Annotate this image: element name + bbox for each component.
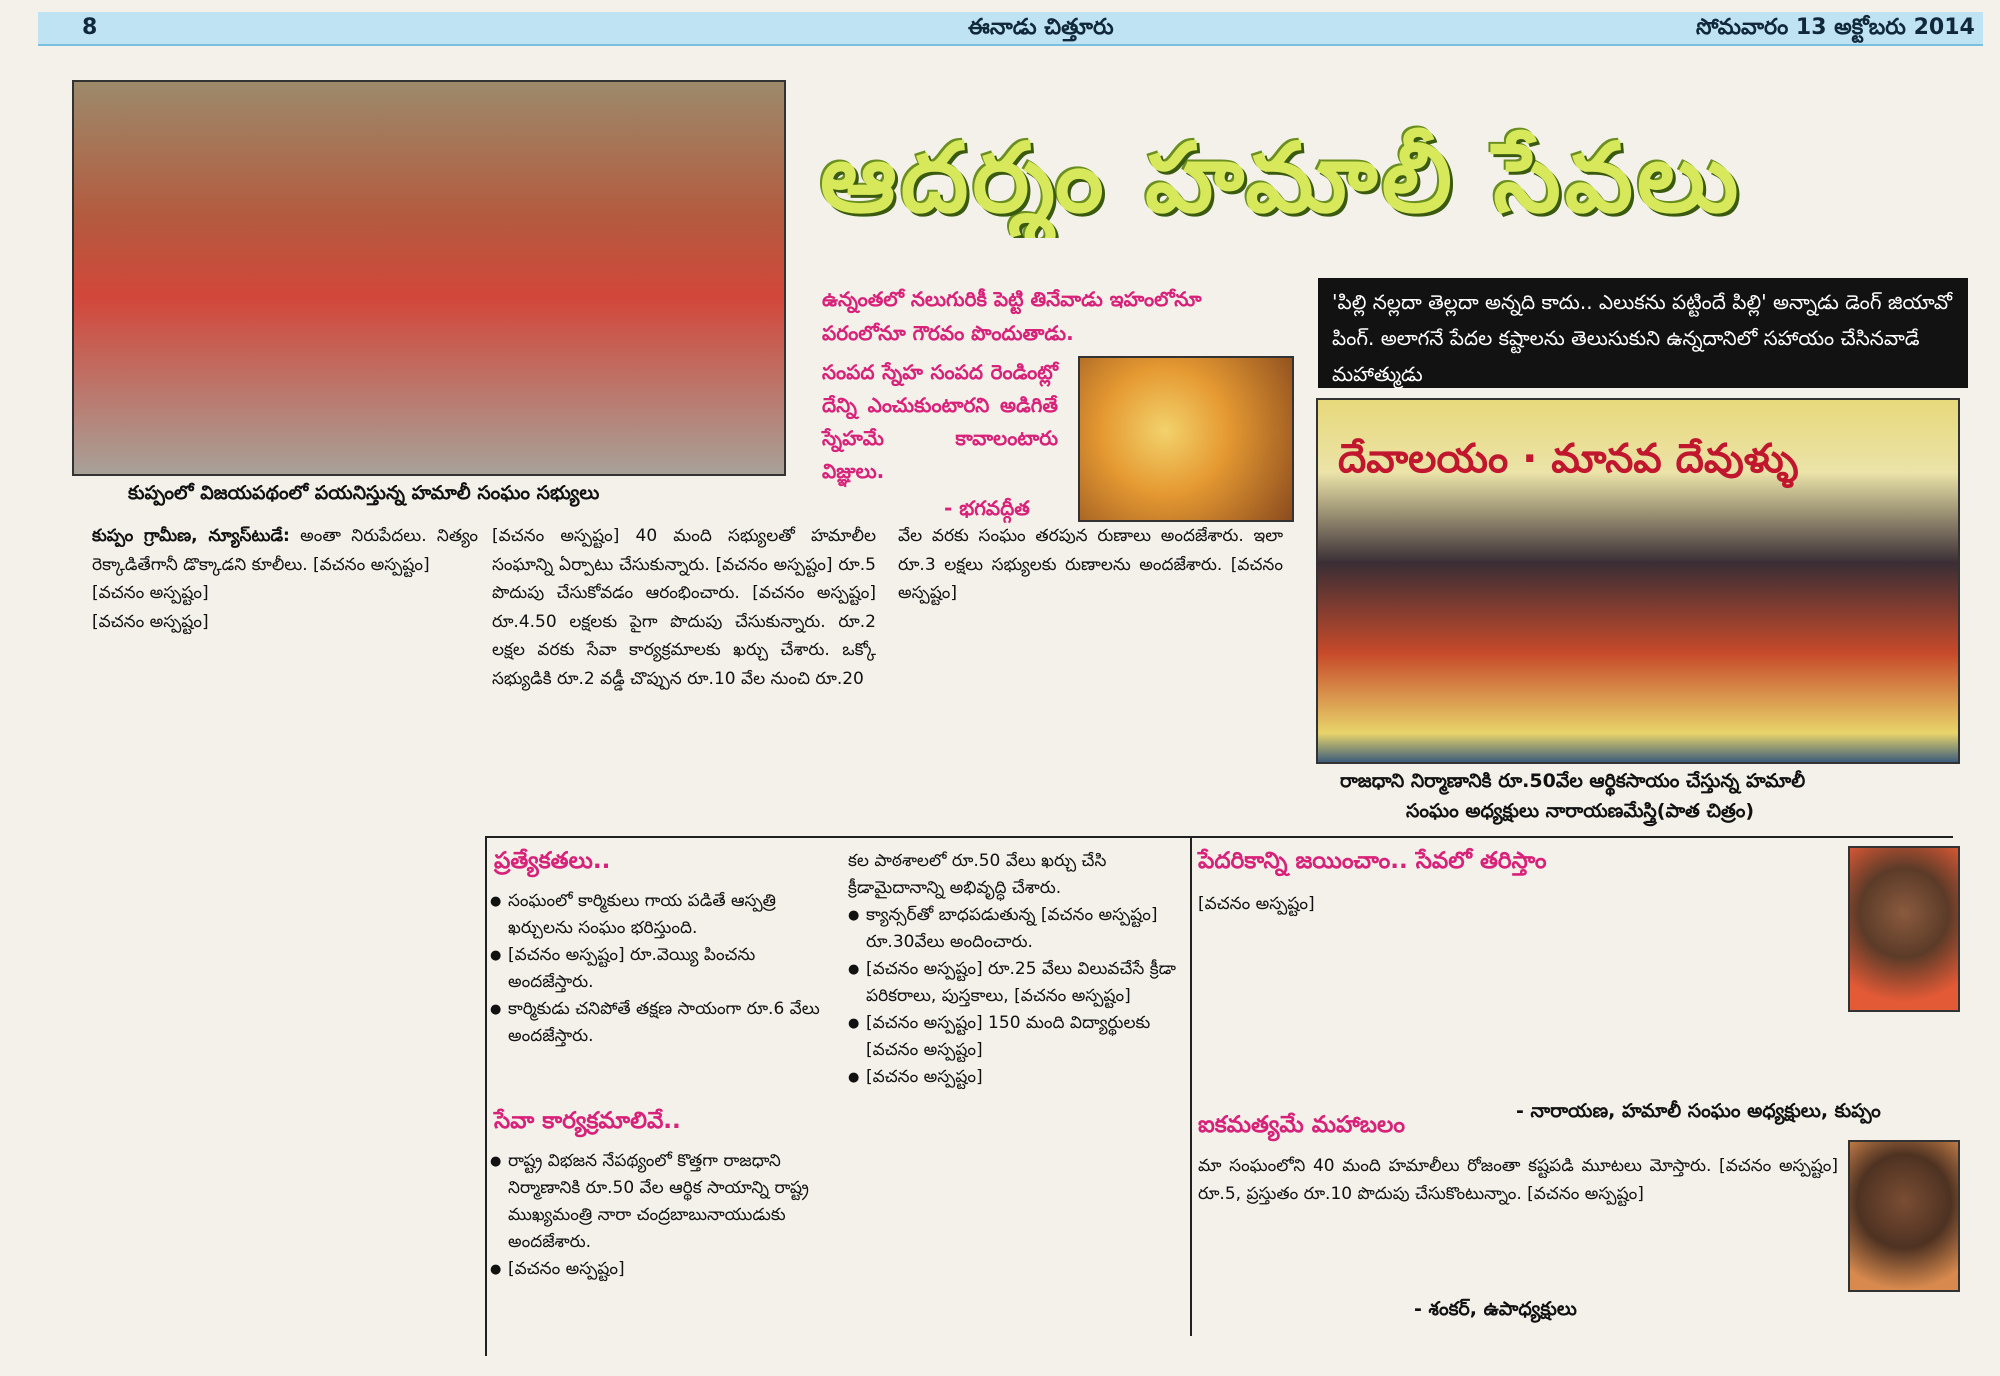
article-column-2 [492,522,876,822]
special-section-title: ప్రత్యేకతలు.. [494,848,611,874]
middle-item-4: ● [వచనం అస్పష్టం] [848,1064,1182,1091]
unity-section-body: మా సంఘంలోని 40 మంది హమాలీలు రోజంతా కష్టపడి మూటలు మోస్తారు. [వచనం అస్పష్టం] రూ.5, ప్రస్తుతం రూ.10 పొదుపు చేసుకొంటున్నాం. [వచనం అస్పష్టం] [1198,1156,1838,1204]
poverty-attribution: - నారాయణ, హమాలీ సంఘం అధ్యక్షులు, కుప్పం [1516,1100,1881,1122]
group-photo-caption: కుప్పంలో విజయపథంలో పయనిస్తున్న హమాలీ సంఘం సభ్యులు [128,482,600,504]
event-photo-caption-line2: సంఘం అధ్యక్షులు నారాయణమేస్త్రి(పాత చిత్రం) [1406,800,1755,822]
page-number: 8 [82,15,98,40]
poverty-section-body: [వచనం అస్పష్టం] [1198,894,1315,914]
masthead-bar [38,12,1983,46]
article-column-3 [898,522,1283,822]
main-headline: ఆదర్శం హమాలీ సేవలు [820,122,1743,234]
special-item-2: ● [వచనం అస్పష్టం] రూ.వెయ్యి పించను అందజేస్తారు. [490,942,830,996]
poverty-section-title: పేదరికాన్ని జయించాం.. సేవలో తరిస్తాం [1198,848,1547,874]
issue-date: సోమవారం 13 అక్టోబరు 2014 [1696,15,1975,40]
middle-item-3: ● [వచనం అస్పష్టం] 150 మంది విద్యార్థులకు [వచనం అస్పష్టం] [848,1010,1182,1064]
section-border-left [485,836,487,1356]
middle-bullet-list [848,848,1182,1308]
intro-quote: ఉన్నంతలో నలుగురికీ పెట్టి తినేవాడు ఇహంలోనూ పరంలోనూ గౌరవం పొందుతాడు. [822,287,1202,345]
column1-paragraph-3: [వచనం అస్పష్టం] [92,611,209,632]
column1-paragraph-1: అంతా నిరుపేదలు. నిత్యం రెక్కాడితేగానీ డొక్కాడని కూలీలు. [వచనం అస్పష్టం] [92,526,478,575]
column1-paragraph-2: [వచనం అస్పష్టం] [92,583,209,604]
event-photo-caption-line1: రాజధాని నిర్మాణానికి రూ.50వేల ఆర్థికసాయం చేస్తున్న హమాలీ [1340,770,1806,792]
event-banner-text: దేవాలయం · మానవ దేవుళ్ళు [1338,436,1799,482]
gita-attribution: - భగవద్గీత [944,496,1030,520]
section-border-right [1190,836,1192,1336]
service-section-list [490,1148,830,1298]
dateline: కుప్పం గ్రామీణ, న్యూస్‌టుడే: [92,526,290,546]
column3-paragraph-1: వేల వరకు సంఘం తరపున రుణాలు అందజేశారు. ఇలా రూ.3 లక్షలు సభ్యులకు రుణాలను అందజేశారు. [వచనం అస్పష్టం] [898,526,1283,604]
special-section-list [490,888,830,1088]
middle-lead-text: కల పాఠశాలలో రూ.50 వేలు ఖర్చు చేసి క్రీడామైదానాన్ని అభివృద్ధి చేశారు. [848,851,1107,898]
section-rule [485,836,1953,838]
service-item-1: ● రాష్ట్ర విభజన నేపథ్యంలో కొత్తగా రాజధాని నిర్మాణానికి రూ.50 వేల ఆర్థిక సాయాన్ని రాష్ట్ర ముఖ్యమంత్రి నారా చంద్రబాబునాయుడుకు అందజేశారు. [490,1148,830,1256]
middle-item-1: ● క్యాన్సర్‌తో బాధపడుతున్న [వచనం అస్పష్టం] రూ.30వేలు అందించారు. [848,902,1182,956]
gita-quote: సంపద స్నేహ సంపద రెండింట్లో దేన్ని ఎంచుకుంటారని అడిగితే స్నేహమే కావాలంటారు విజ్ఞులు. [822,360,1058,483]
deng-quote-box: 'పిల్లి నల్లదా తెల్లదా అన్నది కాదు.. ఎలుకను పట్టిందే పిల్లి' అన్నాడు డెంగ్ జియావో పింగ్. అలాగనే పేదల కష్టాలను తెలుసుకుని ఉన్నదానిలో సహాయం చేసినవాడే మహాత్ముడు [1318,278,1968,388]
shankar-portrait [1848,1140,1960,1292]
paper-name: ఈనాడు చిత్తూరు [968,15,1114,40]
special-item-1: ● సంఘంలో కార్మికులు గాయ పడితే ఆస్పత్రి ఖర్చులను సంఘం భరిస్తుంది. [490,888,830,942]
special-item-3: ● కార్మికుడు చనిపోతే తక్షణ సాయంగా రూ.6 వేలు అందజేస్తారు. [490,996,830,1050]
unity-section-title: ఐకమత్యమే మహాబలం [1198,1112,1406,1138]
narayana-portrait [1848,846,1960,1012]
unity-attribution: - శంకర్, ఉపాధ్యక్షులు [1414,1298,1577,1320]
article-column-1 [92,522,478,1358]
middle-item-2: ● [వచనం అస్పష్టం] రూ.25 వేలు విలువచేసే క్రీడా పరికరాలు, పుస్తకాలు, [వచనం అస్పష్టం] [848,956,1182,1010]
event-photo [1316,398,1960,764]
service-item-2: ● [వచనం అస్పష్టం] [490,1256,830,1283]
service-section-title: సేవా కార్యక్రమాలివే.. [494,1108,681,1134]
group-photo [72,80,786,476]
krishna-illustration [1078,356,1294,522]
column2-paragraph-1: [వచనం అస్పష్టం] 40 మంది సభ్యులతో హమాలీల సంఘాన్ని ఏర్పాటు చేసుకున్నారు. [వచనం అస్పష్టం] రూ.5 పొదుపు చేసుకోవడం ఆరంభించారు. [వచనం అస్పష్టం] రూ.4.50 లక్షలకు పైగా పొదుపు చేసుకున్నారు. రూ.2 లక్షల వరకు సేవా కార్యక్రమాలకు ఖర్చు చేశారు. ఒక్కో సభ్యుడికి రూ.2 వడ్డీ చొప్పున రూ.10 వేల నుంచి రూ.20 [492,526,876,689]
